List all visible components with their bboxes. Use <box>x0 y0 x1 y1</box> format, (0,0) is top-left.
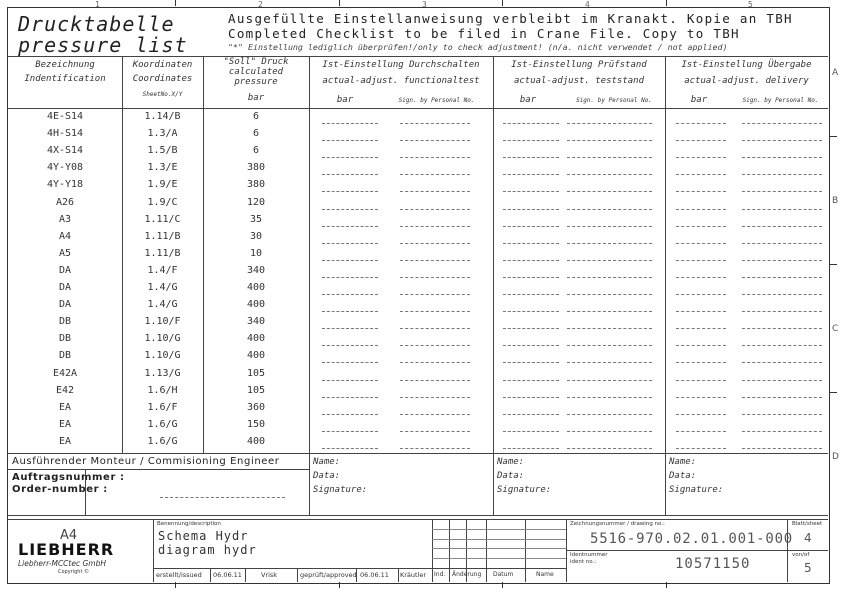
row-calculated-pressure: 340 <box>246 316 266 328</box>
row-calculated-pressure: 105 <box>246 367 266 379</box>
rows-bottom-line <box>8 453 828 454</box>
entry-field[interactable] <box>503 362 559 363</box>
name-label: Name <box>536 571 554 578</box>
drawing-no-label: Zeichnungsnummer / drawing no.: <box>570 521 665 527</box>
row-coordinates: 1.3/A <box>147 128 178 140</box>
hdr-soll-3: pressure <box>234 77 278 87</box>
created-by: Vrisk <box>261 571 278 579</box>
row-coordinates: 1.13/G <box>144 367 181 379</box>
entry-field[interactable] <box>503 448 559 449</box>
entry-field[interactable] <box>742 345 822 346</box>
of-label: von/of <box>792 552 810 558</box>
entry-field[interactable] <box>503 345 559 346</box>
entry-field[interactable] <box>400 243 470 244</box>
row-coordinates: 1.4/G <box>147 282 178 293</box>
row-calculated-pressure: 380 <box>246 162 266 174</box>
entry-field[interactable] <box>567 345 652 346</box>
hdr-group1-sign: Sign. by Personal No. <box>398 97 475 104</box>
order-label-de: Auftragsnummer : <box>12 472 125 483</box>
row-calculated-pressure: 400 <box>246 350 266 362</box>
entry-field[interactable] <box>742 328 822 329</box>
entry-field[interactable] <box>567 277 652 278</box>
row-coordinates: 1.9/E <box>147 179 178 191</box>
row-identification: DA <box>58 282 72 293</box>
entry-field[interactable] <box>567 260 652 261</box>
g3-signature-label: Signature: <box>669 485 724 495</box>
entry-field[interactable] <box>676 328 726 329</box>
hdr-group3-de: Ist-Einstellung Übergabe <box>681 60 812 70</box>
ident-number: 10571150 <box>675 556 751 572</box>
created-label: erstellt/issued <box>156 571 202 579</box>
entry-field[interactable] <box>567 294 652 295</box>
entry-field[interactable] <box>567 380 652 381</box>
row-coordinates: 1.11/B <box>144 247 181 259</box>
entry-field[interactable] <box>400 191 470 192</box>
hdr-group2-sign: Sign. by Personal No. <box>576 97 652 104</box>
row-identification: DA <box>58 264 72 276</box>
entry-field[interactable] <box>742 174 822 175</box>
g1-name-label: Name: <box>313 457 341 467</box>
entry-field[interactable] <box>503 414 559 415</box>
entry-field[interactable] <box>503 209 559 210</box>
g1-data-label: Data: <box>313 471 341 481</box>
drawing-number: 5516-970.02.01.001-000 <box>590 531 794 547</box>
entry-field[interactable] <box>676 191 726 192</box>
title-en: pressure list <box>18 33 188 57</box>
entry-field[interactable] <box>503 397 559 398</box>
row-identification: DA <box>58 299 72 311</box>
row-coordinates: 1.6/G <box>147 418 178 430</box>
entry-field[interactable] <box>400 397 470 398</box>
row-calculated-pressure: 35 <box>249 213 263 225</box>
order-label-en: Order-number : <box>12 484 108 495</box>
entry-field[interactable] <box>322 448 378 449</box>
ruler-col-5: 5 <box>748 0 753 9</box>
entry-field[interactable] <box>322 397 378 398</box>
desc-en: diagram hydr <box>158 543 257 557</box>
row-calculated-pressure: 6 <box>252 145 260 157</box>
row-coordinates: 1.14/B <box>144 111 181 122</box>
entry-field[interactable] <box>742 140 822 141</box>
row-identification: 4Y-Y18 <box>46 179 84 191</box>
copyright: Copyright © <box>58 569 90 575</box>
entry-field[interactable] <box>676 431 726 432</box>
ident-label: Identnummer <box>570 552 608 558</box>
approved-date: 06.06.11 <box>360 571 389 579</box>
entry-field[interactable] <box>400 157 470 158</box>
ruler-col-1: 1 <box>95 0 100 9</box>
entry-field[interactable] <box>400 226 470 227</box>
note-de: Ausgefüllte Einstellanweisung verbleibt im Kranakt. Kopie an TBH <box>228 11 793 26</box>
g2-signature-label: Signature: <box>497 485 552 495</box>
entry-field[interactable] <box>322 345 378 346</box>
entry-field[interactable] <box>400 277 470 278</box>
note-check: "*" Einstellung lediglich überprüfen!/only to check adjustment! (n/a. nicht verwendet / not applied) <box>228 42 728 52</box>
entry-field[interactable] <box>567 157 652 158</box>
entry-field[interactable] <box>400 328 470 329</box>
row-identification: DB <box>58 350 72 362</box>
g2-name-label: Name: <box>497 457 525 467</box>
entry-field[interactable] <box>742 157 822 158</box>
row-coordinates: 1.4/F <box>147 264 178 276</box>
hdr-coord-en: Coordinates <box>132 74 193 84</box>
g2-data-label: Data: <box>497 471 525 481</box>
entry-field[interactable] <box>400 380 470 381</box>
g3-data-label: Data: <box>669 471 697 481</box>
entry-field[interactable] <box>676 397 726 398</box>
entry-field[interactable] <box>742 209 822 210</box>
row-identification: A4 <box>58 230 72 242</box>
entry-field[interactable] <box>676 226 726 227</box>
entry-field[interactable] <box>400 345 470 346</box>
entry-field[interactable] <box>742 311 822 312</box>
row-coordinates: 1.11/C <box>144 213 181 225</box>
entry-field[interactable] <box>567 431 652 432</box>
hdr-group1-bar: bar <box>336 95 354 105</box>
hdr-group2-en: actual-adjust. teststand <box>513 76 645 86</box>
entry-field[interactable] <box>400 140 470 141</box>
entry-field[interactable] <box>400 209 470 210</box>
entry-field[interactable] <box>322 414 378 415</box>
approved-label: geprüft/approved <box>300 571 357 579</box>
entry-field[interactable] <box>676 277 726 278</box>
entry-field[interactable] <box>503 431 559 432</box>
row-calculated-pressure: 150 <box>246 418 266 430</box>
entry-field[interactable] <box>742 362 822 363</box>
entry-field[interactable] <box>742 380 822 381</box>
entry-field[interactable] <box>567 191 652 192</box>
entry-field[interactable] <box>676 311 726 312</box>
row-identification: EA <box>58 401 72 413</box>
hdr-group3-sign: Sign. by Personal No. <box>742 97 819 104</box>
entry-field[interactable] <box>322 294 378 295</box>
sheet-label: Blatt/sheet <box>792 521 823 527</box>
row-coordinates: 1.10/G <box>144 333 181 345</box>
entry-field[interactable] <box>400 174 470 175</box>
row-coordinates: 1.10/F <box>144 316 181 328</box>
entry-field[interactable] <box>322 191 378 192</box>
row-identification: 4E-S14 <box>46 111 84 122</box>
entry-field[interactable] <box>322 431 378 432</box>
format-label: A4 <box>60 528 78 543</box>
ruler-col-3: 3 <box>422 0 427 9</box>
row-identification: A3 <box>58 213 72 225</box>
entry-field[interactable] <box>400 311 470 312</box>
row-coordinates: 1.11/B <box>144 230 181 242</box>
entry-field[interactable] <box>322 311 378 312</box>
entry-field[interactable] <box>322 362 378 363</box>
row-identification: E42A <box>52 367 78 379</box>
entry-field[interactable] <box>503 277 559 278</box>
ruler-col-2: 2 <box>258 0 263 9</box>
row-calculated-pressure: 30 <box>249 230 263 242</box>
entry-field[interactable] <box>676 380 726 381</box>
executing-label: Ausführender Monteur / Commisioning Engineer <box>12 456 280 467</box>
entry-field[interactable] <box>503 328 559 329</box>
entry-field[interactable] <box>400 123 470 124</box>
entry-field[interactable] <box>567 174 652 175</box>
entry-field[interactable] <box>742 260 822 261</box>
row-identification: 4Y-Y08 <box>46 162 84 174</box>
entry-field[interactable] <box>400 431 470 432</box>
entry-field[interactable] <box>676 123 726 124</box>
ind-label: Ind. <box>434 571 446 578</box>
entry-field[interactable] <box>503 226 559 227</box>
entry-field[interactable] <box>503 243 559 244</box>
hdr-group1-en: actual-adjust. functionaltest <box>322 76 480 86</box>
row-coordinates: 1.6/H <box>147 384 178 396</box>
sheet-number: 4 <box>804 531 812 545</box>
entry-field[interactable] <box>567 448 652 449</box>
entry-field[interactable] <box>322 260 378 261</box>
row-coordinates: 1.3/E <box>147 162 178 174</box>
row-calculated-pressure: 400 <box>246 333 266 345</box>
of-number: 5 <box>804 561 812 575</box>
entry-field[interactable] <box>742 414 822 415</box>
entry-field[interactable] <box>503 140 559 141</box>
desc-label: Benennung/description <box>157 521 221 527</box>
entry-field[interactable] <box>322 174 378 175</box>
entry-field[interactable] <box>400 294 470 295</box>
row-calculated-pressure: 400 <box>246 435 266 447</box>
row-calculated-pressure: 105 <box>246 384 266 396</box>
entry-field[interactable] <box>742 294 822 295</box>
entry-field[interactable] <box>742 191 822 192</box>
entry-field[interactable] <box>503 294 559 295</box>
entry-field[interactable] <box>567 362 652 363</box>
created-date: 06.06.11 <box>213 571 242 579</box>
row-identification: E42 <box>55 384 75 396</box>
entry-field[interactable] <box>676 362 726 363</box>
entry-field[interactable] <box>742 226 822 227</box>
row-calculated-pressure: 340 <box>246 264 266 276</box>
hdr-soll-1: "Soll" Druck <box>223 57 289 67</box>
entry-field[interactable] <box>322 328 378 329</box>
row-calculated-pressure: 400 <box>246 299 266 311</box>
row-identification: DB <box>58 333 72 345</box>
entry-field[interactable] <box>676 174 726 175</box>
row-calculated-pressure: 10 <box>249 247 263 259</box>
entry-field[interactable] <box>567 243 652 244</box>
company-name: Liebherr-MCCtec GmbH <box>18 559 106 568</box>
entry-field[interactable] <box>676 260 726 261</box>
row-calculated-pressure: 6 <box>252 128 260 140</box>
hdr-group3-en: actual-adjust. delivery <box>684 76 809 86</box>
entry-field[interactable] <box>503 380 559 381</box>
entry-field[interactable] <box>400 362 470 363</box>
entry-field[interactable] <box>503 260 559 261</box>
ident-sub-label: ident no.: <box>570 559 597 565</box>
row-identification: A26 <box>55 196 75 208</box>
entry-field[interactable] <box>676 345 726 346</box>
entry-field[interactable] <box>676 209 726 210</box>
entry-field[interactable] <box>322 123 378 124</box>
entry-field[interactable] <box>742 123 822 124</box>
ruler-row-a: A <box>832 68 839 78</box>
entry-field[interactable] <box>322 157 378 158</box>
entry-field[interactable] <box>676 157 726 158</box>
entry-field[interactable] <box>742 243 822 244</box>
titleblock-top-line <box>8 515 828 516</box>
entry-field[interactable] <box>503 311 559 312</box>
hdr-group3-bar: bar <box>690 95 708 105</box>
entry-field[interactable] <box>567 397 652 398</box>
row-coordinates: 1.5/B <box>147 145 178 157</box>
entry-field[interactable] <box>322 243 378 244</box>
entry-field[interactable] <box>567 123 652 124</box>
desc-de: Schema Hydr <box>158 529 249 543</box>
hdr-coord-de: Koordinaten <box>132 60 193 70</box>
hdr-group2-de: Ist-Einstellung Prüfstand <box>511 60 647 70</box>
change-label: Änderung <box>452 571 482 578</box>
hdr-coord-sub: SheetNo.X/Y <box>142 91 183 98</box>
row-coordinates: 1.6/F <box>147 401 178 413</box>
entry-field[interactable] <box>676 140 726 141</box>
ruler-row-c: C <box>832 324 839 334</box>
entry-field[interactable] <box>322 226 378 227</box>
entry-field[interactable] <box>676 243 726 244</box>
entry-field[interactable] <box>400 414 470 415</box>
entry-field[interactable] <box>567 328 652 329</box>
row-identification: 4H-S14 <box>46 128 84 140</box>
ruler-col-4: 4 <box>585 0 590 9</box>
row-calculated-pressure: 360 <box>246 401 266 413</box>
liebherr-logo: LIEBHERR <box>18 540 115 559</box>
table-top-line <box>8 56 828 57</box>
entry-field[interactable] <box>567 140 652 141</box>
row-calculated-pressure: 6 <box>252 111 260 122</box>
hdr-group2-bar: bar <box>519 95 537 105</box>
entry-field[interactable] <box>400 260 470 261</box>
g1-signature-label: Signature: <box>313 485 368 495</box>
entry-field[interactable] <box>322 380 378 381</box>
title-de: Drucktabelle <box>18 12 175 36</box>
row-identification: EA <box>58 418 72 430</box>
row-identification: DB <box>58 316 72 328</box>
hdr-ident-de: Bezeichnung <box>35 60 95 70</box>
hdr-ident-en: Indentification <box>24 74 106 84</box>
ruler-row-b: B <box>832 196 839 206</box>
entry-field[interactable] <box>567 226 652 227</box>
approved-by: Kräutler <box>400 571 427 579</box>
entry-field[interactable] <box>676 294 726 295</box>
row-calculated-pressure: 380 <box>246 179 266 191</box>
entry-field[interactable] <box>676 448 726 449</box>
g3-name-label: Name: <box>669 457 697 467</box>
entry-field[interactable] <box>742 431 822 432</box>
row-coordinates: 1.10/G <box>144 350 181 362</box>
row-calculated-pressure: 120 <box>246 196 266 208</box>
row-calculated-pressure: 400 <box>246 282 266 293</box>
entry-field[interactable] <box>742 448 822 449</box>
entry-field[interactable] <box>567 311 652 312</box>
entry-field[interactable] <box>322 209 378 210</box>
entry-field[interactable] <box>503 191 559 192</box>
entry-field[interactable] <box>676 414 726 415</box>
hdr-soll-unit: bar <box>247 93 265 103</box>
entry-field[interactable] <box>503 123 559 124</box>
row-identification: A5 <box>58 247 72 259</box>
entry-field[interactable] <box>503 174 559 175</box>
entry-field[interactable] <box>742 277 822 278</box>
entry-field[interactable] <box>322 140 378 141</box>
row-identification: EA <box>58 435 72 447</box>
ruler-row-d: D <box>832 452 839 462</box>
row-coordinates: 1.6/G <box>147 435 178 447</box>
row-coordinates: 1.4/G <box>147 299 178 311</box>
header-bottom-line <box>8 108 828 109</box>
date-label: Datum <box>493 571 514 578</box>
entry-field[interactable] <box>742 397 822 398</box>
row-identification: 4X-S14 <box>46 145 84 157</box>
entry-field[interactable] <box>322 277 378 278</box>
hdr-soll-2: calculated <box>228 67 284 77</box>
entry-field[interactable] <box>400 448 470 449</box>
entry-field[interactable] <box>567 209 652 210</box>
order-number-field[interactable] <box>160 497 285 498</box>
note-en: Completed Checklist to be filed in Crane File. Copy to TBH <box>228 26 740 41</box>
entry-field[interactable] <box>567 414 652 415</box>
row-coordinates: 1.9/C <box>147 196 178 208</box>
hdr-group1-de: Ist-Einstellung Durchschalten <box>322 60 480 70</box>
entry-field[interactable] <box>503 157 559 158</box>
